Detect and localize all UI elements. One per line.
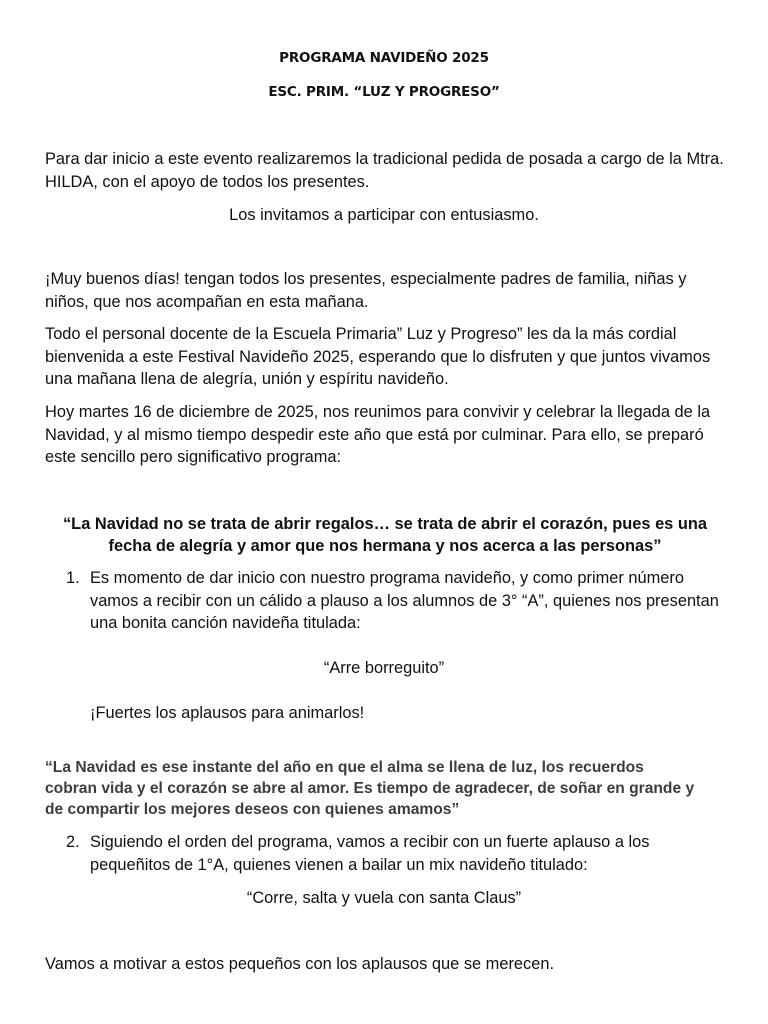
closing-line: Vamos a motivar a estos pequeños con los aplausos que se merecen. <box>45 955 555 973</box>
program-title: PROGRAMA NAVIDEÑO 2025 <box>279 50 489 66</box>
posada-paragraph: Para dar inicio a este evento realizaremos la tradicional pedida de posada a cargo de la Mtra. HILDA, con el apoyo de todos los presentes. <box>45 150 724 191</box>
applause-line: ¡Fuertes los aplausos para animarlos! <box>90 704 365 722</box>
christmas-quote-1: “La Navidad no se trata de abrir regalos… se trata de abrir el corazón, pues es una fecha de alegría y amor que nos hermana y nos acerca a las personas” <box>62 515 707 555</box>
list-number: 1. <box>66 569 80 587</box>
list-number: 2. <box>66 833 80 851</box>
staff-welcome-paragraph: Todo el personal docente de la Escuela Primaria” Luz y Progreso” les da la más cordial bienvenida a este Festival Navideño 2025, esperando que lo disfruten y que juntos vivamos una mañana llena de alegría, unión y espíritu navideño. <box>45 325 711 388</box>
school-name: ESC. PRIM. “LUZ Y PROGRESO” <box>268 84 500 100</box>
song-title: “Arre borreguito” <box>323 659 445 677</box>
christmas-quote-2: “La Navidad es ese instante del año en que el alma se llena de luz, los recuerdos cobran vida y el corazón se abre al amor. Es tiempo de agradecer, de soñar en grande y de compartir los mejores deseos con quienes amamos” <box>45 759 695 818</box>
dance-title: “Corre, salta y vuela con santa Claus” <box>246 889 522 907</box>
greeting-paragraph: ¡Muy buenos días! tengan todos los presentes, especialmente padres de familia, niñas y niños, que nos acompañan en esta mañana. <box>45 270 687 311</box>
date-paragraph: Hoy martes 16 de diciembre de 2025, nos reunimos para convivir y celebrar la llegada de la Navidad, y al mismo tiempo despedir este año que está por culminar. Para ello, se preparó este sencillo pero significativo programa: <box>45 403 711 466</box>
program-item-text: Siguiendo el orden del programa, vamos a recibir con un fuerte aplauso a los pequeñitos de 1°A, quienes vienen a bailar un mix navideño titulado: <box>90 833 650 874</box>
program-item-text: Es momento de dar inicio con nuestro programa navideño, y como primer número vamos a recibir con un cálido a plauso a los alumnos de 3° “A”, quienes nos presentan una bonita canción navideña titulada: <box>90 569 719 632</box>
invite-line: Los invitamos a participar con entusiasmo. <box>229 206 539 224</box>
program-item-2 <box>66 831 720 876</box>
program-item-1 <box>66 567 720 635</box>
